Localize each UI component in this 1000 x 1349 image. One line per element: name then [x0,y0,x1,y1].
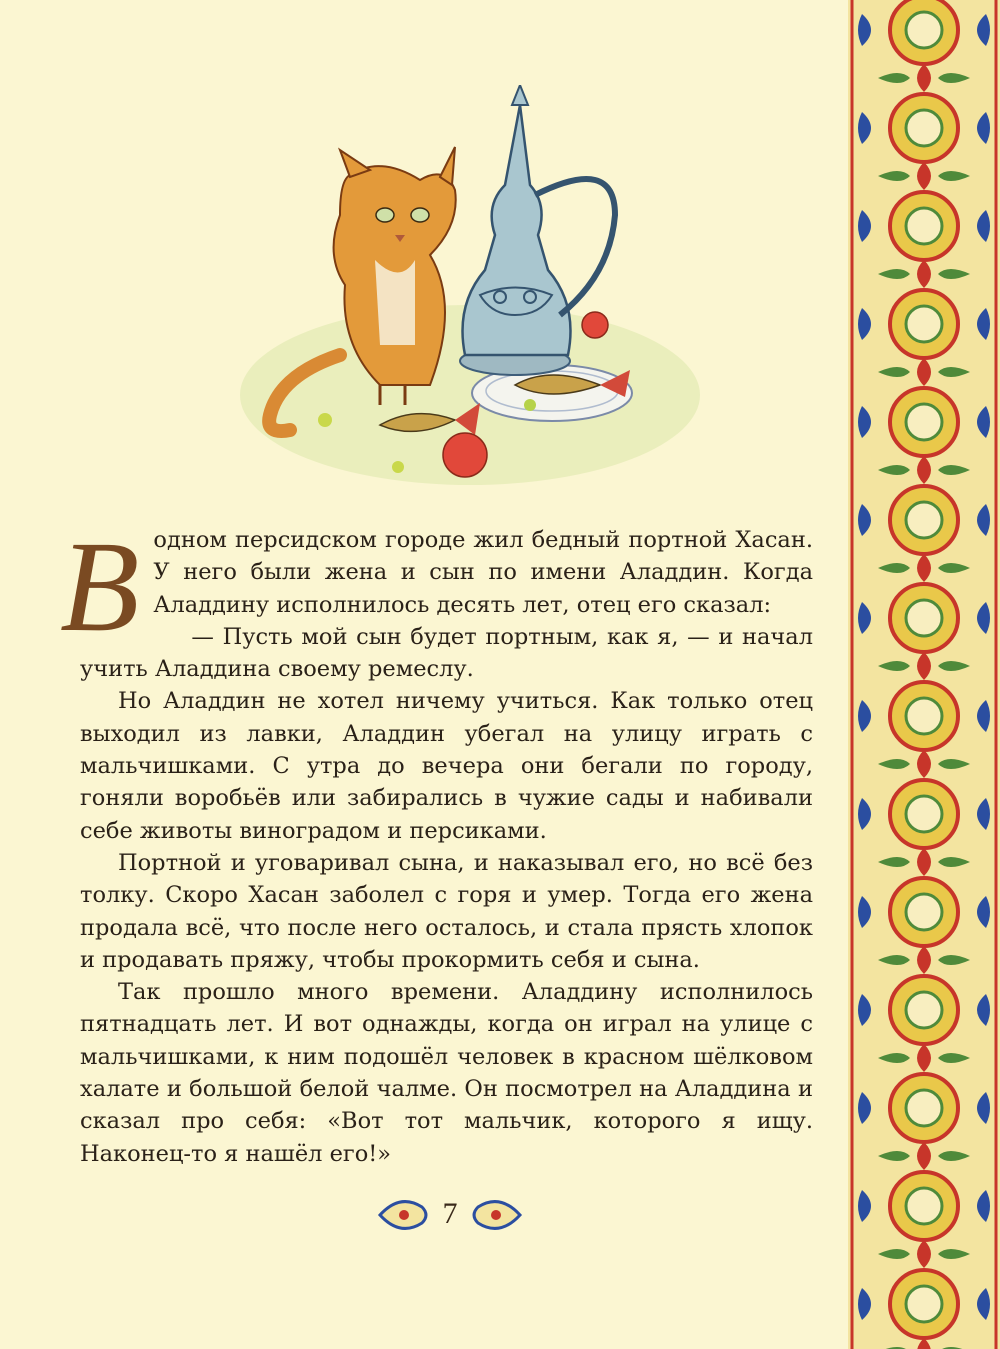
ornament-motif [858,486,990,582]
ornament-motif [858,290,990,386]
ornament-motif [858,1172,990,1268]
ornament-motif [858,0,990,92]
paragraph-2: — Пусть мой сын будет портным, как я, — и начал учить Аладдина своему ремеслу. [80,623,813,683]
paragraph-4: Портной и уговаривал сына, и наказывал его, но всё без толку. Скоро Хасан заболел с горя и умер. Тогда его жена продала всё, что после него осталось, и стала прясть хлопок и продавать пряжу, чтобы прокормить себя и сына. [80,849,813,973]
ornament-motif [858,780,990,876]
ornament-motif [858,1074,990,1170]
ornament-motif [858,584,990,680]
paragraph-5: Так прошло много времени. Аладдину исполнилось пятнадцать лет. И вот однажды, когда он играл на улице с мальчишками, к ним подошёл человек в красном шёлковом халате и большой белой чалме. Он посмотрел на Аладдина и сказал про себя: «Вот тот мальчик, которого я ищу. Наконец-то я нашёл его!» [80,979,813,1167]
page-number: 7 [442,1197,458,1230]
ornament-motif [858,1270,990,1349]
ornament-motif [858,192,990,288]
ornamental-border [848,0,1000,1349]
ornament-motif [858,878,990,974]
ornament-motif [858,94,990,190]
story-text [60,515,813,1170]
ornament-pattern-icon [848,0,1000,1349]
illustration-cat-and-jug [230,85,700,505]
ornament-motif [858,388,990,484]
paragraph-1-text: одном персидском городе жил бедный портной Хасан. У него были жена и сын по имени Аладдин. Когда Аладдину исполнилось десять лет, отец его сказал: [153,527,813,618]
ornament-motif [858,976,990,1072]
ornament-motif [858,682,990,778]
page-number-block [370,1185,530,1245]
dropcap-letter: В [60,515,140,659]
paragraph-3: Но Аладдин не хотел ничему учиться. Как только отец выходил из лавки, Аладдин убегал на улицу играть с мальчишками. С утра до вечера они бегали по городу, гоняли воробьёв или забирались в чужие сады и набивали себе животы виноградом и персиками. [80,688,813,844]
